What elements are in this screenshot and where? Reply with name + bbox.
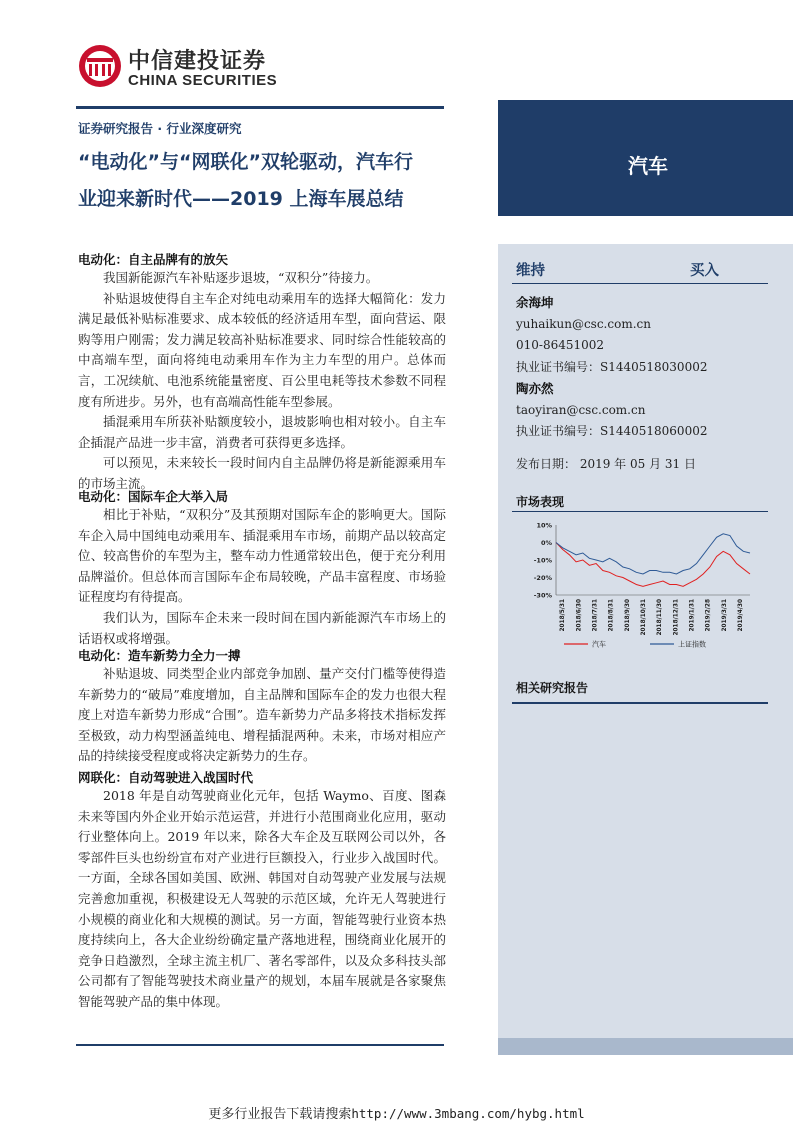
sidebar-panel-footer bbox=[498, 1038, 793, 1055]
paragraph: 补贴退坡使得自主车企对纯电动乘用车的选择大幅简化：发力满足最低补贴标准要求、成本较低的经济适用车型，面向营运、限购等用户刚需；发力满足较高补贴标准要求、同时综合性能较高的中高端车型，面向将纯电动乘用车作为主力车型的用户。总体而言，工况续航、电池系统能量密度、百公里电耗等技术参数不同程度有所进步。另外，也有高端高性能车型参展。 bbox=[78, 290, 446, 409]
paragraph: 相比于补贴，“双积分”及其预期对国际车企的影响更大。国际车企入局中国纯电动乘用车、插混乘用车市场，前期产品以较高定位、较高售价的车型为主，整车动力性通常较出色，便于充分利用品牌溢价。但总体而言国际车企布局较晚，产品丰富程度、市场验证程度均有待提高。 bbox=[78, 507, 446, 605]
report-series: 证券研究报告 · 行业深度研究 bbox=[78, 121, 242, 136]
section-2 bbox=[78, 487, 446, 649]
x-tick-label: 2018/12/31 bbox=[673, 599, 680, 636]
section-heading: 电动化：国际车企大举入局 bbox=[78, 489, 229, 504]
y-tick-label: -30% bbox=[533, 591, 552, 600]
x-tick-label: 2018/11/30 bbox=[657, 599, 664, 636]
legend-label: 上证指数 bbox=[678, 640, 706, 649]
section-heading: 网联化：自动驾驶进入战国时代 bbox=[78, 770, 254, 785]
x-tick-label: 2019/3/31 bbox=[721, 599, 728, 632]
related-rule bbox=[512, 702, 768, 704]
y-tick-label: 10% bbox=[536, 521, 552, 530]
analyst-block-2 bbox=[516, 378, 707, 443]
x-tick-label: 2019/4/30 bbox=[737, 599, 744, 632]
market-title: 市场表现 bbox=[516, 495, 565, 509]
y-tick-label: 0% bbox=[540, 539, 552, 547]
paragraph: 可以预见，未来较长一段时间内自主品牌仍将是新能源乘用车的市场主流。 bbox=[78, 455, 446, 491]
rating-buy: 买入 bbox=[690, 263, 719, 279]
footer bbox=[0, 1103, 793, 1122]
market-chart bbox=[512, 515, 768, 655]
paragraph: 2018 年是自动驾驶商业化元年，包括 Waymo、百度、图森未来等国内外企业开始示范运营，并进行小范围商业化应用，驱动行业整体向上。2019 年以来，除各大车企及互联网公司以外，各零部件巨头也纷纷宣布对产业进行巨额投入，行业步入战国时代。一方面，全球各国如美国、欧洲、韩国对自动驾驶产业发展与法规完善愈加重视，积极建设无人驾驶的示范区域，允许无人驾驶进行小规模的商业化和大规模的测试。另一方面，智能驾驶行业资本热度持续向上，各大企业纷纷确定量产落地进程，围绕商业化展开的竞争日趋激烈，全球主流主机厂、著名零部件，以及众多科技头部公司都有了智能驾驶技术商业量产的规划，本届车展就是各家聚焦智能驾驶产品的集中体现。 bbox=[78, 788, 446, 1009]
footer-text: 更多行业报告下载请搜索 bbox=[208, 1107, 352, 1122]
paragraph: 我们认为，国际车企未来一段时间在国内新能源汽车市场上的话语权或将增强。 bbox=[78, 609, 446, 646]
footer-link[interactable]: http://www.3mbang.com/hybg.html bbox=[351, 1106, 585, 1121]
section-heading: 电动化：自主品牌有的放矢 bbox=[78, 252, 229, 267]
analyst-cert: 执业证书编号：S1440518060002 bbox=[516, 424, 708, 438]
x-tick-label: 2018/7/31 bbox=[592, 599, 599, 632]
report-title-line2: 业迎来新时代——2019 上海车展总结 bbox=[78, 188, 404, 210]
paragraph: 补贴退坡、同类型企业内部竞争加剧、量产交付门槛等使得造车新势力的“破局”难度增加，自主品牌和国际车企的发力也很大程度上对造车新势力形成“合围”。造车新势力产品多将技术指标发挥至极致，动力构型涵盖纯电、增程插混两种。未来，市场对相应产品的持续接受程度或将决定新势力的生存。 bbox=[78, 666, 446, 764]
analyst-block-1 bbox=[516, 292, 707, 378]
analyst-phone: 010-86451002 bbox=[516, 338, 605, 352]
section-3 bbox=[78, 646, 446, 767]
brand-logo-icon bbox=[78, 44, 122, 88]
brand-name-cn: 中信建投证券 bbox=[128, 49, 267, 74]
brand-name-en: CHINA SECURITIES bbox=[128, 72, 278, 89]
x-tick-label: 2018/9/30 bbox=[624, 599, 631, 632]
section-heading: 电动化：造车新势力全力一搏 bbox=[78, 648, 241, 663]
footer-rule bbox=[76, 1044, 444, 1046]
analyst-cert: 执业证书编号：S1440518030002 bbox=[516, 359, 708, 374]
related-title: 相关研究报告 bbox=[516, 681, 589, 695]
analyst-name: 陶亦然 bbox=[516, 381, 554, 396]
analyst-email[interactable]: taoyiran@csc.com.cn bbox=[516, 402, 646, 417]
header-rule bbox=[76, 106, 444, 109]
paragraph: 插混乘用车所获补贴额度较小，退坡影响也相对较小。自主车企插混产品进一步丰富，消费者可获得更多选择。 bbox=[78, 414, 446, 450]
analyst-email[interactable]: yuhaikun@csc.com.cn bbox=[516, 316, 651, 331]
y-tick-label: -10% bbox=[533, 556, 552, 565]
rating-rule bbox=[512, 283, 768, 284]
x-tick-label: 2018/8/31 bbox=[608, 599, 615, 632]
analyst-name: 余海坤 bbox=[516, 295, 554, 310]
x-tick-label: 2018/6/30 bbox=[576, 599, 583, 632]
x-tick-label: 2018/10/31 bbox=[640, 599, 647, 636]
market-rule bbox=[512, 511, 768, 512]
industry-label: 汽车 bbox=[628, 154, 668, 178]
industry-banner bbox=[498, 100, 793, 216]
section-1 bbox=[78, 250, 446, 495]
y-tick-label: -20% bbox=[533, 574, 552, 582]
x-tick-label: 2018/5/31 bbox=[560, 599, 567, 632]
rating-maintain: 维持 bbox=[516, 263, 545, 279]
x-tick-label: 2019/1/31 bbox=[689, 599, 696, 632]
paragraph: 我国新能源汽车补贴逐步退坡，“双积分”待接力。 bbox=[103, 270, 379, 285]
report-title bbox=[78, 144, 498, 218]
x-tick-label: 2019/2/28 bbox=[705, 599, 712, 632]
series-line-auto bbox=[556, 543, 750, 587]
series-line-index bbox=[556, 534, 750, 574]
legend-label: 汽车 bbox=[592, 640, 606, 649]
publish-date: 发布日期： 2019 年 05 月 31 日 bbox=[516, 457, 696, 471]
report-title-line1: “电动化”与“网联化”双轮驱动，汽车行 bbox=[78, 151, 413, 173]
section-4 bbox=[78, 768, 446, 1013]
